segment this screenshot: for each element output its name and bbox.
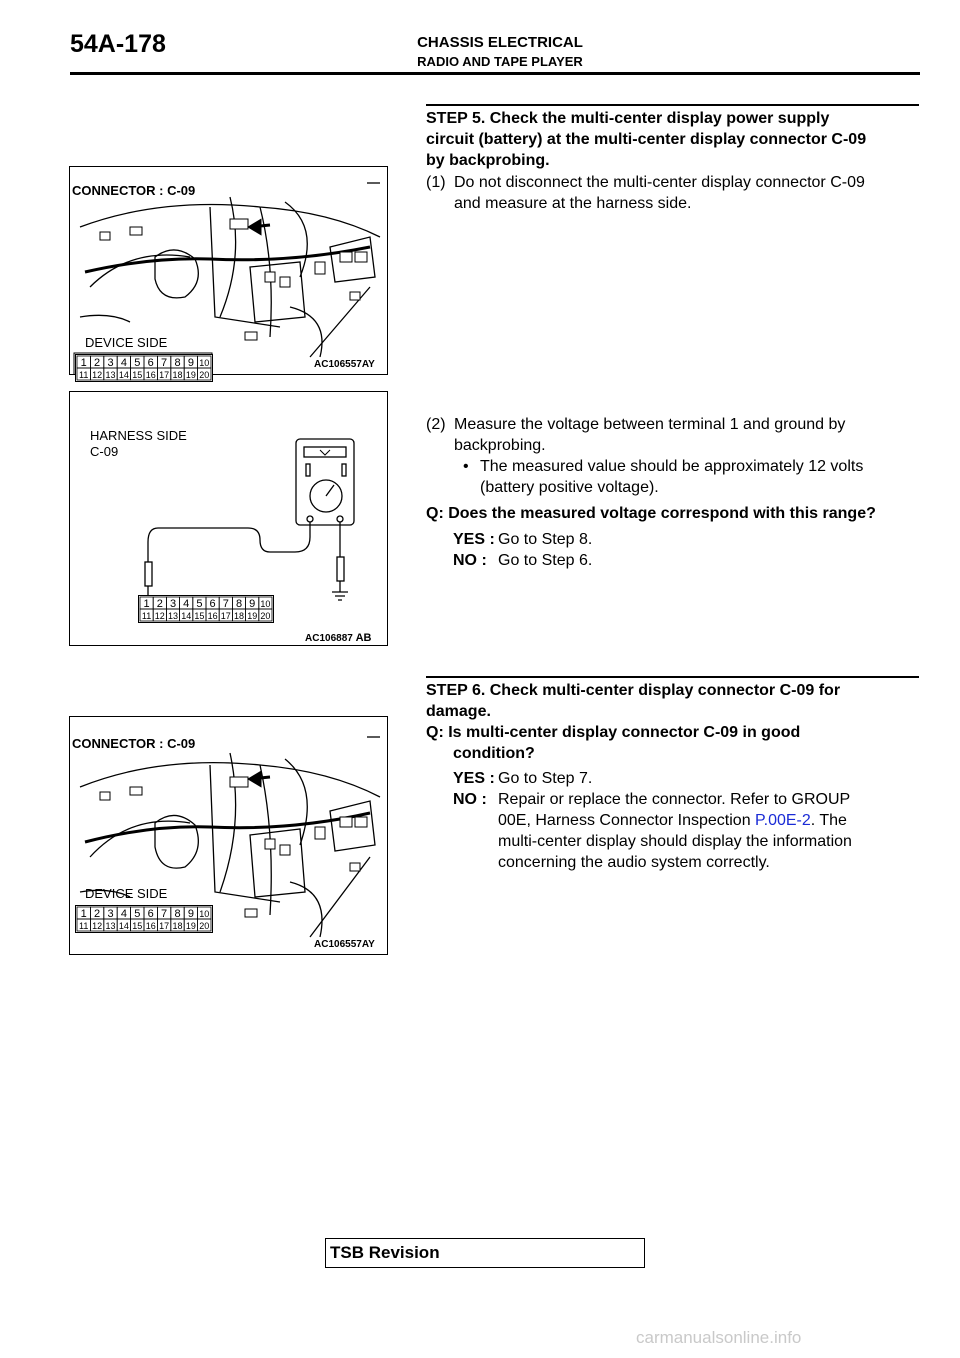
pin-label: 3 [107, 357, 114, 369]
step5-item2-line2: backprobing. [454, 437, 546, 454]
pin-label: 15 [132, 370, 143, 380]
connector-pin-diagram [138, 595, 274, 623]
pin-label: 10 [199, 909, 210, 919]
step5-bullet-line2: (battery positive voltage). [480, 479, 659, 496]
pin-label: 10 [199, 358, 210, 368]
step6-question-line1: Q: Is multi-center display connector C-09 in good [426, 724, 801, 741]
step6-yes-text: Go to Step 7. [498, 770, 593, 787]
step6-heading-line1: STEP 6. Check multi-center display connector C-09 for [426, 682, 841, 699]
pin-label: 5 [134, 908, 141, 920]
pin-label: 9 [187, 357, 194, 369]
header-rule [70, 72, 920, 75]
pin-label: 1 [80, 908, 87, 920]
pin-label: 19 [247, 611, 258, 621]
pin-grid [138, 595, 274, 623]
pin-label: 3 [107, 908, 114, 920]
pin-label: 16 [207, 611, 218, 621]
pin-label: 15 [132, 921, 143, 931]
pin-label: 4 [120, 908, 127, 920]
step6-no-text-line3: multi-center display should display the information [498, 833, 852, 850]
step5-heading-line3: by backprobing. [426, 152, 550, 169]
pin-label: 16 [145, 370, 156, 380]
pin-label: 3 [169, 598, 177, 610]
step5-rule [426, 104, 919, 106]
step5-yes-label: YES : [453, 531, 495, 548]
pin-label: 11 [141, 611, 152, 621]
step5-item2-line1: Measure the voltage between terminal 1 and ground by [454, 416, 846, 433]
step5-bullet-line1: The measured value should be approximately 12 volts [480, 458, 864, 475]
page-number: 54A-178 [70, 30, 166, 58]
device-side-label: DEVICE SIDE [85, 886, 168, 901]
pin-label: 2 [156, 598, 163, 610]
pin-label: 1 [80, 357, 87, 369]
device-side-label: DEVICE SIDE [85, 335, 168, 350]
section-subtitle: RADIO AND TAPE PLAYER [417, 54, 583, 69]
step5-no-label: NO : [453, 552, 487, 569]
step5-heading-line2: circuit (battery) at the multi-center display connector C-09 [426, 131, 867, 148]
section-title: CHASSIS ELECTRICAL [417, 34, 583, 51]
pin-label: 8 [235, 598, 243, 610]
pin-label: 4 [120, 357, 127, 369]
step6-rule [426, 676, 919, 678]
pin-label: 7 [161, 357, 168, 369]
pin-label: 18 [233, 611, 245, 621]
pin-label: 10 [260, 599, 271, 609]
step6-yes-label: YES : [453, 770, 495, 787]
pin-label: 12 [154, 611, 165, 621]
pin-label: 13 [167, 611, 179, 621]
figure-code: AC106557AY [314, 939, 375, 950]
step6-no-text-line2: 00E, Harness Connector Inspection P.00E-2. The [498, 812, 847, 829]
pin-label: 12 [92, 370, 103, 380]
pin-label: 7 [222, 598, 229, 610]
figure-code: AC106887 AB [305, 632, 372, 644]
pin-label: 7 [161, 908, 168, 920]
pin-label: 14 [118, 370, 129, 380]
pin-label: 12 [92, 921, 103, 931]
pin-label: 11 [79, 370, 89, 380]
step5-no-text: Go to Step 6. [498, 552, 593, 569]
pin-grid [75, 905, 213, 933]
step5-item1-line2: and measure at the harness side. [454, 195, 692, 212]
step5-heading-line1: STEP 5. Check the multi-center display power supply [426, 110, 830, 127]
tsb-revision-label: TSB Revision [330, 1243, 440, 1262]
step6-no-text-line1: Repair or replace the connector. Refer to GROUP [498, 791, 851, 808]
watermark: carmanualsonline.info [636, 1328, 802, 1347]
pin-label: 20 [199, 921, 210, 931]
pin-grid [75, 354, 213, 382]
pin-label: 20 [199, 370, 210, 380]
step6-heading-line2: damage. [426, 703, 491, 720]
pin-label: 18 [172, 370, 183, 380]
pin-label: 19 [185, 370, 196, 380]
step5-item2-number: (2) [426, 416, 446, 433]
step5-item1-number: (1) [426, 174, 446, 191]
pin-label: 6 [147, 357, 154, 369]
pin-label: 14 [181, 611, 192, 621]
pin-label: 5 [134, 357, 141, 369]
pin-label: 9 [187, 908, 194, 920]
step6-no-label: NO : [453, 791, 487, 808]
pin-label: 11 [79, 921, 89, 931]
bullet-icon: • [463, 458, 469, 475]
pin-label: 8 [174, 357, 181, 369]
step5-yes-text: Go to Step 8. [498, 531, 593, 548]
step5-question: Q: Does the measured voltage correspond with this range? [426, 505, 876, 522]
pin-label: 17 [220, 611, 231, 621]
pin-label: 19 [185, 921, 196, 931]
figure-connector-location-2 [69, 716, 388, 955]
pin-label: 13 [105, 921, 116, 931]
step6-question-line2: condition? [453, 745, 535, 762]
pin-label: 4 [183, 598, 190, 610]
tsb-revision-box [325, 1238, 645, 1268]
harness-side-label: HARNESS SIDE [90, 428, 187, 443]
pin-label: 14 [118, 921, 129, 931]
connector-id-label: C-09 [90, 444, 119, 459]
pin-label: 1 [143, 598, 150, 610]
connector-pin-diagram [75, 905, 213, 933]
pin-label: 5 [196, 598, 203, 610]
pin-label: 15 [194, 611, 205, 621]
group-00e-link[interactable]: P.00E-2 [755, 812, 811, 829]
step5-item1-line1: Do not disconnect the multi-center display connector C-09 [454, 174, 865, 191]
pin-label: 9 [249, 598, 256, 610]
connector-label: CONNECTOR : C-09 [72, 736, 196, 751]
pin-label: 2 [94, 908, 101, 920]
pin-label: 18 [172, 921, 183, 931]
figure-code: AC106557AY [314, 359, 375, 370]
pin-label: 17 [159, 921, 170, 931]
figure-voltage-measurement [69, 391, 388, 646]
pin-label: 17 [159, 370, 170, 380]
figure-connector-location-1 [69, 166, 388, 380]
pin-label: 20 [260, 611, 271, 621]
pin-label: 2 [94, 357, 101, 369]
pin-label: 6 [147, 908, 154, 920]
connector-label: CONNECTOR : C-09 [72, 183, 196, 198]
connector-pin-diagram [75, 354, 213, 382]
pin-label: 13 [105, 370, 116, 380]
pin-label: 6 [209, 598, 216, 610]
pin-label: 8 [174, 908, 181, 920]
step6-no-text-line4: concerning the audio system correctly. [498, 854, 770, 871]
pin-label: 16 [145, 921, 156, 931]
